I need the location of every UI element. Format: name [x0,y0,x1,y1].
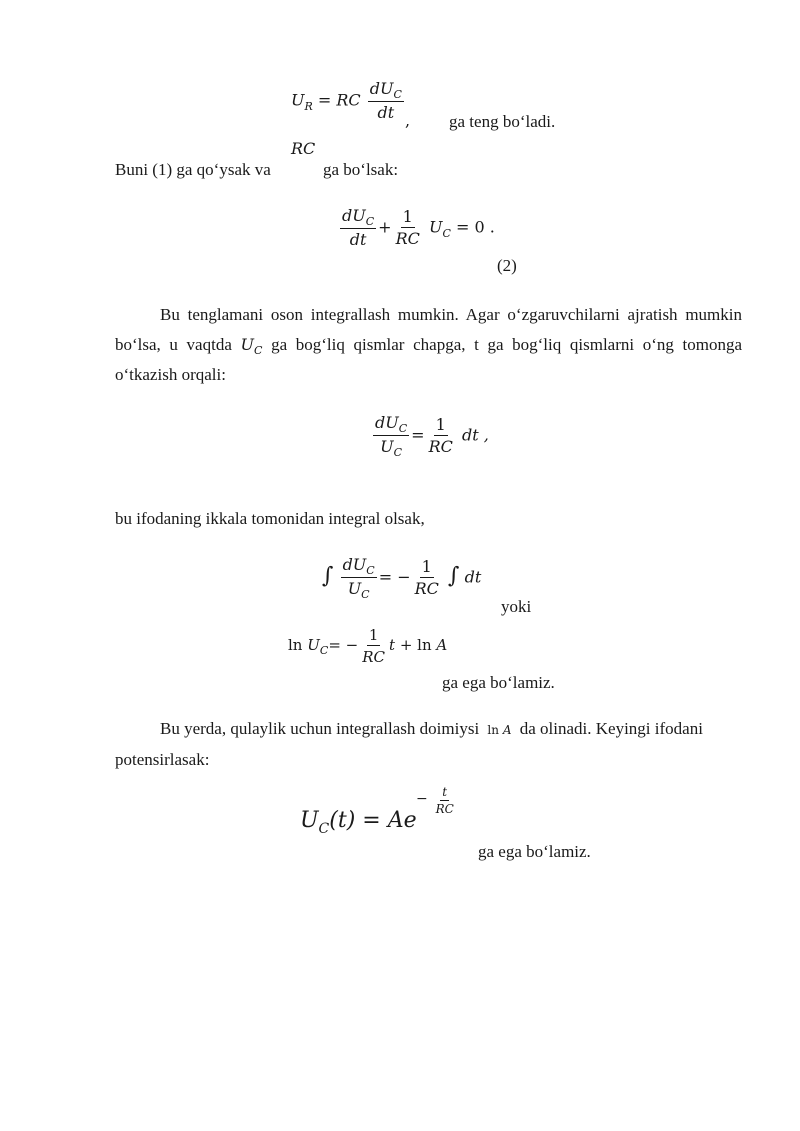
denominator: U [380,437,394,456]
symbol-u: U [428,217,443,237]
numerator: dU [375,413,399,432]
equation-label: (2) [497,256,517,275]
line-buni-a: Buni (1) ga qo‘ysak va [115,160,271,179]
ln: ln [487,723,499,737]
numerator: dU [369,79,394,98]
exponent [416,786,458,816]
denominator: RC [414,579,439,598]
equals-ae: (t) = Ae [329,808,417,833]
plus-ln: + ln [399,636,432,654]
symbol-u: U [307,636,320,654]
word-yoki: yoki [501,597,532,616]
ega-text-2: ga ega bo‘lamiz. [478,842,591,861]
fraction-duc-uc [341,556,377,600]
numerator-sub: C [398,422,408,435]
dt-comma: dt , [461,425,489,445]
numerator: 1 [435,415,446,434]
dt: dt [464,567,482,587]
paragraph-1-text-a: Bu tenglamani oson integrallash mumkin. Agar o‘zgaruvchilarni ajratish mumkin bo‘lsa, u vaqtda [115,305,742,354]
equation-2 [338,207,495,249]
subscript-r: R [304,99,313,113]
paragraph-1 [115,300,742,390]
subscript-c: C [254,344,263,357]
numerator: t [442,785,448,799]
symbol-uc-inline [240,335,263,357]
comma: , [405,111,411,130]
subscript-c: C [318,821,330,837]
numerator-sub: C [365,215,375,228]
numerator-sub: C [393,88,402,101]
numerator: 1 [368,626,379,644]
ega-text-1: ga ega bo‘lamiz. [442,673,555,692]
ur-tail-text: ga teng bo‘ladi. [449,112,556,131]
fraction-duc-dt [368,80,404,122]
paragraph-1-text-b: ga bog‘liq qismlar chapga, t ga bog‘liq qismlarni o‘ng tomonga o‘tkazish orqali: [115,335,743,384]
fraction-duc-dt-2 [340,207,376,249]
plus: + [378,217,392,237]
equals-zero: = 0 . [455,217,495,237]
line-integral: bu ifodaning ikkala tomonidan integral olsak, [115,509,425,528]
subscript-c: C [319,644,329,657]
paragraph-2 [115,714,742,775]
fraction-1-rc [413,558,441,598]
denominator: RC [362,648,386,666]
equation-separated [371,414,489,458]
integral-sign-2: ∫ [448,563,460,589]
equation-ln [288,626,447,666]
ln-a-inline [487,723,511,737]
numerator: dU [342,206,366,225]
equals: = [411,425,425,445]
fraction-duc-uc [373,414,409,458]
equals-minus: = − [378,567,411,587]
numerator: 1 [421,557,432,576]
symbol-u: U [291,90,305,110]
paragraph-2-text-a: Bu yerda, qulaylik uchun integrallash doimiysi [160,719,480,738]
equation-final [300,808,417,837]
symbol-t: t [389,636,396,654]
integral-sign: ∫ [322,563,334,589]
fraction-1-rc [360,626,387,666]
numerator-sub: C [366,564,375,577]
exp-minus: − [416,790,428,807]
denominator-sub: C [393,446,403,459]
denominator: dt [349,230,367,249]
ln: ln [288,636,303,654]
denominator: RC [428,437,453,456]
equals-minus: = − [328,636,359,654]
fraction-1-rc [394,208,422,248]
denominator: RC [395,229,420,248]
subscript-c: C [442,226,451,240]
denominator: RC [435,802,454,816]
equation-integral [322,556,481,600]
symbol-u: U [240,335,254,354]
equals-rc: = RC [317,90,361,110]
line-buni-b: ga bo‘lsak: [323,160,399,179]
formula-ur [291,80,406,122]
fraction-t-rc [434,786,456,816]
symbol-a: A [502,723,512,737]
numerator: dU [342,555,367,574]
fraction-1-rc [427,416,455,456]
rc-divisor: RC [291,139,316,158]
symbol-u: U [300,808,319,833]
denominator: dt [377,103,395,122]
numerator: 1 [402,207,413,226]
denominator: U [347,579,362,598]
denominator-sub: C [361,588,370,601]
paragraph-2-text-b: da olinadi. Keyingi ifodani potensirlasak: [115,719,703,769]
symbol-a: A [436,636,448,654]
